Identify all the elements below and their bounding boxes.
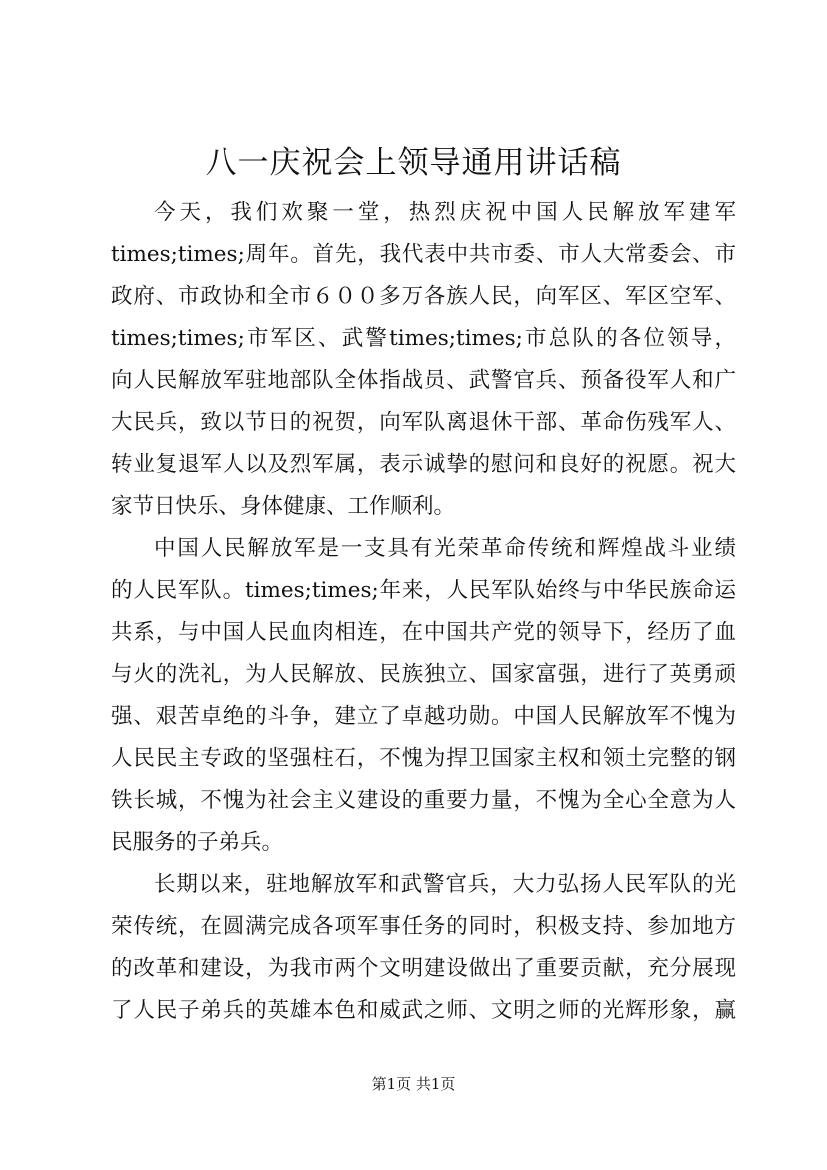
text-line: 大民兵，致以节日的祝贺，向军队离退休干部、革命伤残军人、 — [111, 410, 736, 435]
paragraph-3 — [111, 864, 736, 1032]
text-line: 向人民解放军驻地部队全体指战员、武警官兵、预备役军人和广 — [111, 368, 736, 393]
text-line: 铁长城，不愧为社会主义建设的重要力量，不愧为全心全意为人 — [111, 788, 736, 813]
text-line: 中国人民解放军是一支具有光荣革命传统和辉煌战斗业绩 — [154, 536, 736, 561]
text-line: 民服务的子弟兵。 — [111, 830, 284, 855]
text-line: times;times;周年。首先，我代表中共市委、市人大常委会、市 — [111, 242, 736, 267]
text-line: 荣传统，在圆满完成各项军事任务的同时，积极支持、参加地方 — [111, 914, 736, 939]
text-line: 的改革和建设，为我市两个文明建设做出了重要贡献，充分展现 — [111, 956, 736, 981]
document-body — [111, 192, 736, 1032]
text-line: 今天，我们欢聚一堂，热烈庆祝中国人民解放军建军 — [154, 200, 736, 225]
text-line: 强、艰苦卓绝的斗争，建立了卓越功勋。中国人民解放军不愧为 — [111, 704, 736, 729]
document-title: 八一庆祝会上领导通用讲话稿 — [205, 145, 622, 181]
text-line: 家节日快乐、身体健康、工作顺利。 — [111, 494, 456, 519]
text-line: 长期以来，驻地解放军和武警官兵，大力弘扬人民军队的光 — [154, 872, 736, 897]
text-line: 转业复退军人以及烈军属，表示诚挚的慰问和良好的祝愿。祝大 — [111, 452, 736, 477]
text-line: 共系，与中国人民血肉相连，在中国共产党的领导下，经历了血 — [111, 620, 736, 645]
text-line: 与火的洗礼，为人民解放、民族独立、国家富强，进行了英勇顽 — [111, 662, 736, 687]
text-line: times;times;市军区、武警times;times;市总队的各位领导， — [111, 326, 736, 351]
paragraph-2 — [111, 528, 736, 864]
text-line: 了人民子弟兵的英雄本色和威武之师、文明之师的光辉形象，赢 — [111, 998, 736, 1023]
page-number-footer: 第1页 共1页 — [371, 1075, 456, 1093]
text-line: 人民民主专政的坚强柱石，不愧为捍卫国家主权和领土完整的钢 — [111, 746, 736, 771]
text-line: 的人民军队。times;times;年来，人民军队始终与中华民族命运 — [111, 578, 736, 603]
paragraph-1 — [111, 192, 736, 528]
text-line: 政府、市政协和全市６００多万各族人民，向军区、军区空军、 — [111, 284, 736, 309]
